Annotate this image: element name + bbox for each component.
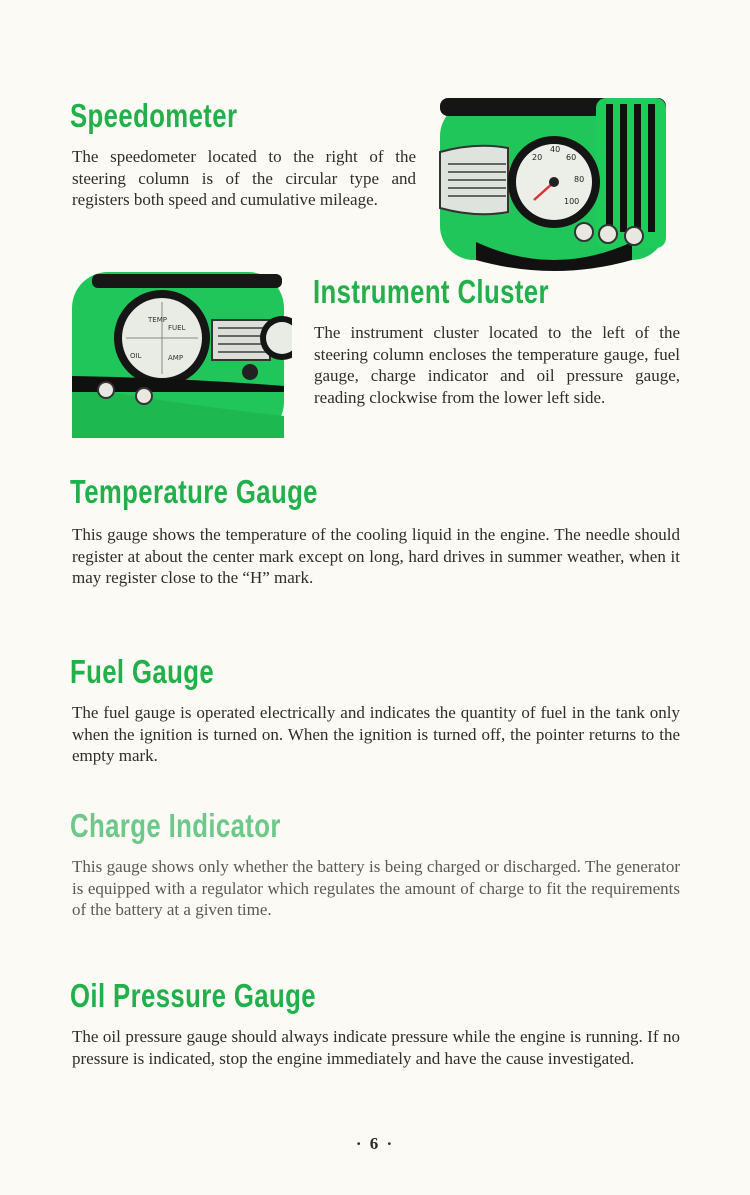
body-oil-pressure-gauge: The oil pressure gauge should always indicate pressure while the engine is running. If no pressure is indicated, stop the engine immediately and have the cause investigated.: [72, 1027, 680, 1068]
body-speedometer: The speedometer located to the right of the steering column is of the circular type and registers both speed and cumulative mileage.: [72, 147, 416, 209]
heading-temperature-gauge: Temperature Gauge: [70, 473, 318, 510]
page-number: · 6 ·: [355, 1134, 395, 1153]
heading-charge-indicator: Charge Indicator: [70, 807, 281, 844]
svg-text:AMP: AMP: [168, 354, 184, 362]
svg-text:60: 60: [566, 153, 577, 162]
svg-text:FUEL: FUEL: [168, 324, 186, 332]
svg-text:80: 80: [574, 175, 585, 184]
heading-oil-pressure-gauge: Oil Pressure Gauge: [70, 977, 316, 1014]
body-instrument-cluster: The instrument cluster located to the left of the steering column encloses the temperature gauge, fuel gauge, charge indicator and oil pressure gauge, reading clockwise from the lower left side.: [314, 323, 680, 407]
body-charge-indicator: This gauge shows only whether the battery is being charged or discharged. The generator is equipped with a regulator which regulates the amount of charge to fit the requirements of the battery at a given time.: [72, 857, 680, 919]
svg-text:20: 20: [532, 153, 543, 162]
heading-speedometer: Speedometer: [70, 97, 238, 134]
instrument-cluster-illustration: [72, 266, 292, 444]
svg-text:OIL: OIL: [130, 352, 142, 360]
body-temperature-gauge: This gauge shows the temperature of the cooling liquid in the engine. The needle should register at about the center mark except on long, hard drives in summer weather, when it may register close to the “H” mark.: [72, 525, 680, 587]
svg-text:40: 40: [550, 145, 561, 154]
body-fuel-gauge: The fuel gauge is operated electrically and indicates the quantity of fuel in the tank only when the ignition is turned on. When the ignition is turned off, the pointer returns to the empty mark.: [72, 703, 680, 765]
svg-text:100: 100: [564, 197, 580, 206]
svg-text:TEMP: TEMP: [148, 316, 167, 324]
heading-instrument-cluster: Instrument Cluster: [313, 273, 549, 310]
heading-fuel-gauge: Fuel Gauge: [70, 653, 215, 690]
speedometer-illustration: [436, 92, 672, 272]
